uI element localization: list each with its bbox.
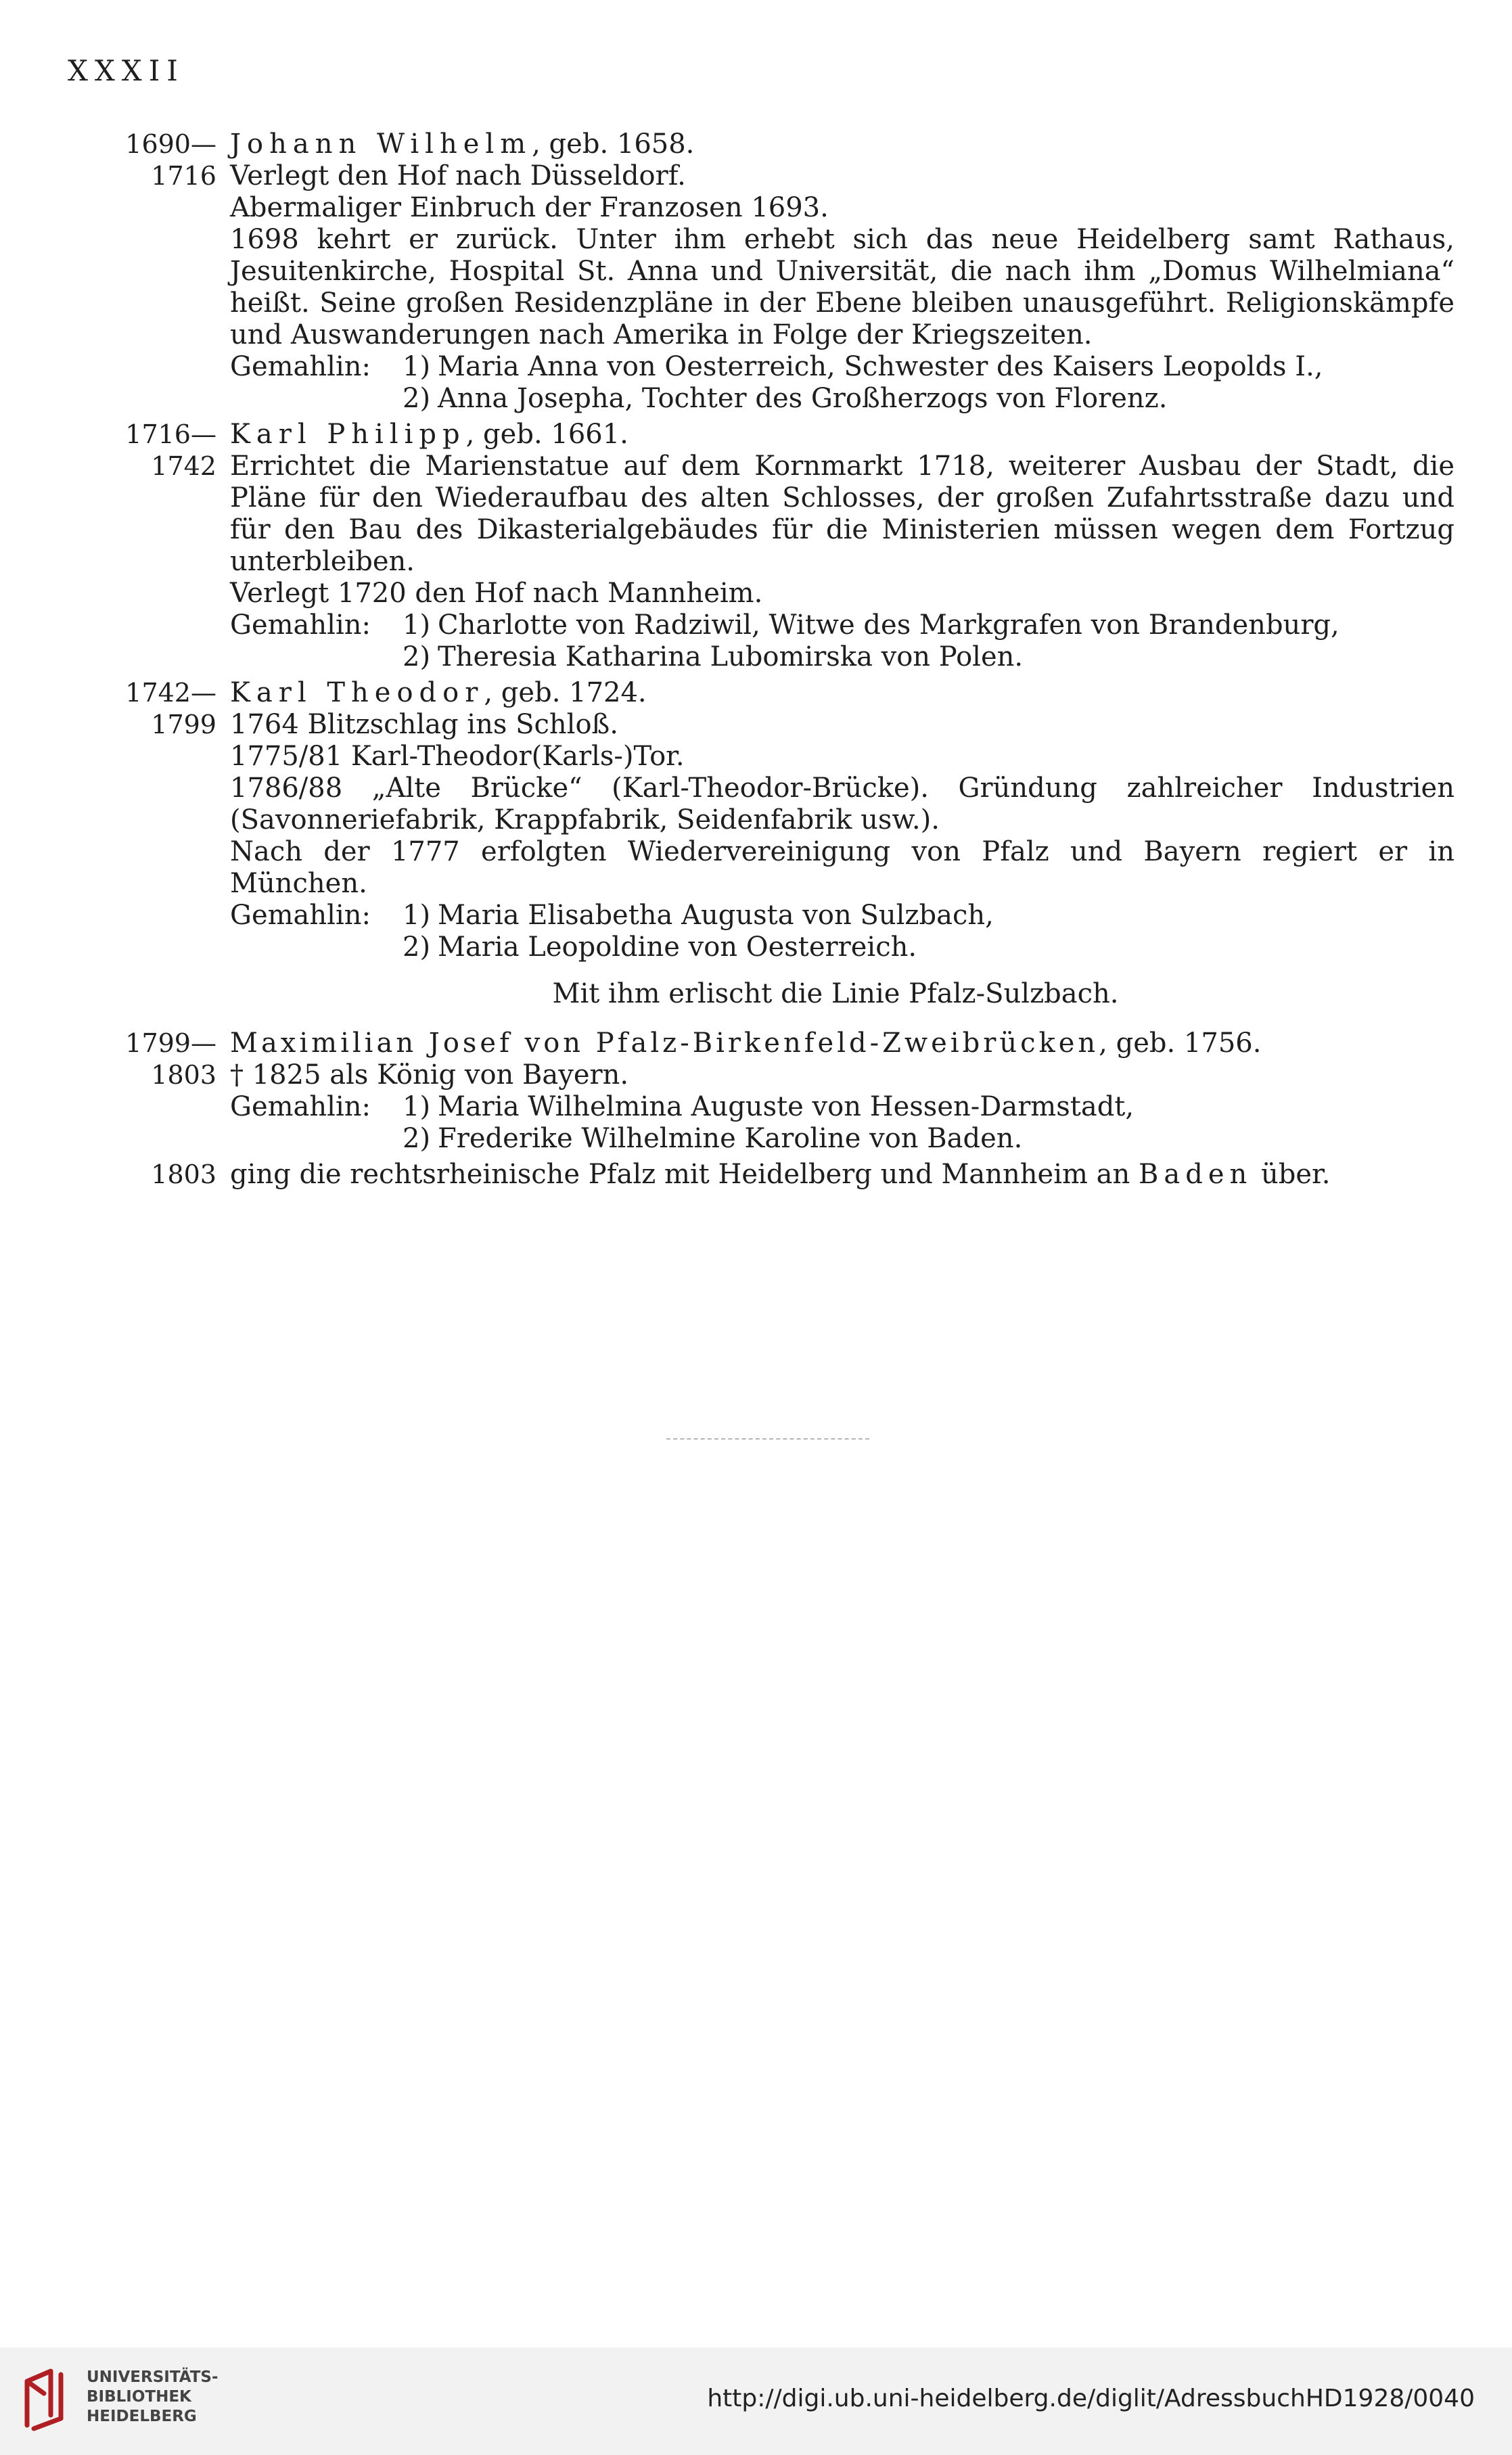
entry-line: Verlegt den Hof nach Düsseldorf.	[230, 160, 686, 191]
spouse-number: 2)	[403, 932, 431, 963]
entry-line: 1764 Blitzschlag ins Schloß.	[230, 709, 618, 740]
ruler-entry	[61, 419, 1454, 673]
spouse-name: Charlotte von Radziwil, Witwe des Markgrafen von Brandenburg,	[438, 610, 1339, 641]
spouse-row	[230, 641, 1454, 673]
entry-paragraph: 1698 kehrt er zurück. Unter ihm erhebt sich das neue Heidelberg samt Rathaus, Jesuitenkirche, Hospital St. Anna und Universität, die nach ihm „Domus Wilhelmiana“ heißt. Seine großen Residenzpläne in der Ebene bleiben unausgeführt. Religionskämpfe und Auswanderungen nach Amerika in Folge der Kriegszeiten.	[230, 224, 1454, 350]
ruler-list	[61, 129, 1454, 1195]
entry-paragraph: 1786/88 „Alte Brücke“ (Karl-Theodor-Brücke). Gründung zahlreicher Industrien (Savonneriefabrik, Krappfabrik, Seidenfabrik usw.).	[230, 773, 1454, 835]
ruler-name: Maximilian Josef von Pfalz-Birkenfeld-Zweibrücken	[230, 1028, 1099, 1059]
spouse-number: 2)	[403, 641, 431, 672]
decorative-divider	[666, 1438, 869, 1440]
entry-paragraph: Errichtet die Marienstatue auf dem Kornmarkt 1718, weiterer Ausbau der Stadt, die Pläne für den Wiederaufbau des alten Schlosses, der großen Zufahrtsstraße dazu und für den Bau des Dikasterialgebäudes für die Ministerien müssen wegen dem Fortzug unterbleiben.	[230, 451, 1454, 577]
entry-paragraph: Nach der 1777 erfolgten Wiedervereinigung von Pfalz und Bayern regiert er in München.	[230, 836, 1454, 899]
logo-shape	[27, 2371, 61, 2429]
spouse-entry	[403, 641, 1023, 673]
spouse-label: Gemahlin:	[230, 1091, 371, 1122]
entry-line: † 1825 als König von Bayern.	[230, 1059, 629, 1091]
source-url-link[interactable]: http://digi.ub.uni-heidelberg.de/diglit/AdressbuchHD1928/0040	[707, 2385, 1475, 2412]
entry-body	[230, 677, 1454, 963]
spouse-row	[230, 610, 1454, 641]
spouse-name: Anna Josepha, Tochter des Großherzogs von Florenz.	[438, 383, 1168, 414]
ruler-entry	[61, 129, 1454, 415]
entry-line: 1775/81 Karl-Theodor(Karls-)Tor.	[230, 741, 685, 772]
final-entry	[61, 1159, 1454, 1191]
ruler-birth: , geb. 1658.	[532, 129, 695, 160]
final-text-emphasis: Baden	[1138, 1159, 1253, 1190]
spouse-name: Frederike Wilhelmine Karoline von Baden.	[438, 1123, 1023, 1154]
library-footer	[0, 2347, 1512, 2455]
final-text-start: ging die rechtsrheinische Pfalz mit Heidelberg und Mannheim an	[230, 1159, 1139, 1190]
spouse-row	[230, 932, 1454, 963]
spouse-row	[230, 1123, 1454, 1155]
library-logo-icon	[14, 2361, 74, 2435]
spouse-entry	[403, 383, 1167, 415]
final-text-end: über.	[1252, 1159, 1331, 1190]
entry-body	[230, 1028, 1454, 1155]
entry-body	[230, 419, 1454, 673]
spouse-number: 2)	[403, 1123, 431, 1154]
spouse-row	[230, 383, 1454, 415]
entry-heading	[230, 419, 1454, 451]
ruler-name: Karl Theodor	[230, 677, 484, 708]
entry-years: 1690—1716	[125, 129, 216, 191]
spouse-name: Maria Wilhelmina Auguste von Hessen-Darmstadt,	[438, 1091, 1135, 1122]
entry-heading	[230, 1028, 1454, 1059]
ruler-birth: , geb. 1661.	[465, 419, 628, 450]
entry-years: 1742—1799	[125, 678, 216, 739]
spouse-name: Maria Leopoldine von Oesterreich.	[438, 932, 917, 963]
spouse-number: 2)	[403, 383, 431, 414]
spouse-row	[230, 351, 1454, 383]
spouse-entry	[403, 1091, 1134, 1123]
spouse-number: 1)	[403, 1091, 431, 1122]
spouse-row	[230, 1091, 1454, 1123]
ruler-entry	[61, 1028, 1454, 1155]
spouse-label: Gemahlin:	[230, 610, 371, 641]
line-end-note: Mit ihm erlischt die Linie Pfalz-Sulzbach.	[552, 978, 1119, 1009]
spouse-name: Theresia Katharina Lubomirska von Polen.	[438, 641, 1024, 672]
spouse-entry	[403, 610, 1339, 641]
spouse-number: 1)	[403, 610, 431, 641]
ruler-birth: , geb. 1756.	[1099, 1028, 1262, 1059]
entry-heading	[230, 677, 1454, 709]
spouse-name: Maria Elisabetha Augusta von Sulzbach,	[438, 900, 994, 931]
spouse-entry	[403, 1123, 1022, 1155]
spouse-number: 1)	[403, 351, 431, 382]
page-number: XXXII	[68, 54, 185, 87]
spouse-label: Gemahlin:	[230, 351, 371, 382]
entry-line: Verlegt 1720 den Hof nach Mannheim.	[230, 578, 763, 609]
entry-heading	[230, 129, 1454, 160]
logo-line: HEIDELBERG	[87, 2408, 197, 2425]
library-logo-text	[87, 2368, 219, 2427]
final-year: 1803	[151, 1160, 216, 1189]
spouse-name: Maria Anna von Oesterreich, Schwester des Kaisers Leopolds I.,	[438, 351, 1323, 382]
ruler-entry	[61, 677, 1454, 963]
spouse-number: 1)	[403, 900, 431, 931]
final-text	[230, 1159, 1454, 1191]
ruler-name: Karl Philipp	[230, 419, 466, 450]
entry-years: 1799—1803	[125, 1028, 216, 1090]
entry-line: Abermaliger Einbruch der Franzosen 1693.	[230, 192, 829, 223]
logo-line: BIBLIOTHEK	[87, 2388, 191, 2406]
entry-body	[230, 129, 1454, 415]
spouse-row	[230, 900, 1454, 932]
ruler-birth: , geb. 1724.	[484, 677, 647, 708]
logo-line: UNIVERSITÄTS-	[87, 2368, 219, 2386]
entry-years: 1716—1742	[125, 419, 216, 481]
spouse-entry	[403, 351, 1323, 383]
spouse-label: Gemahlin:	[230, 900, 371, 931]
spouse-entry	[403, 900, 994, 932]
spouse-entry	[403, 932, 917, 963]
ruler-name: Johann Wilhelm	[230, 129, 532, 160]
